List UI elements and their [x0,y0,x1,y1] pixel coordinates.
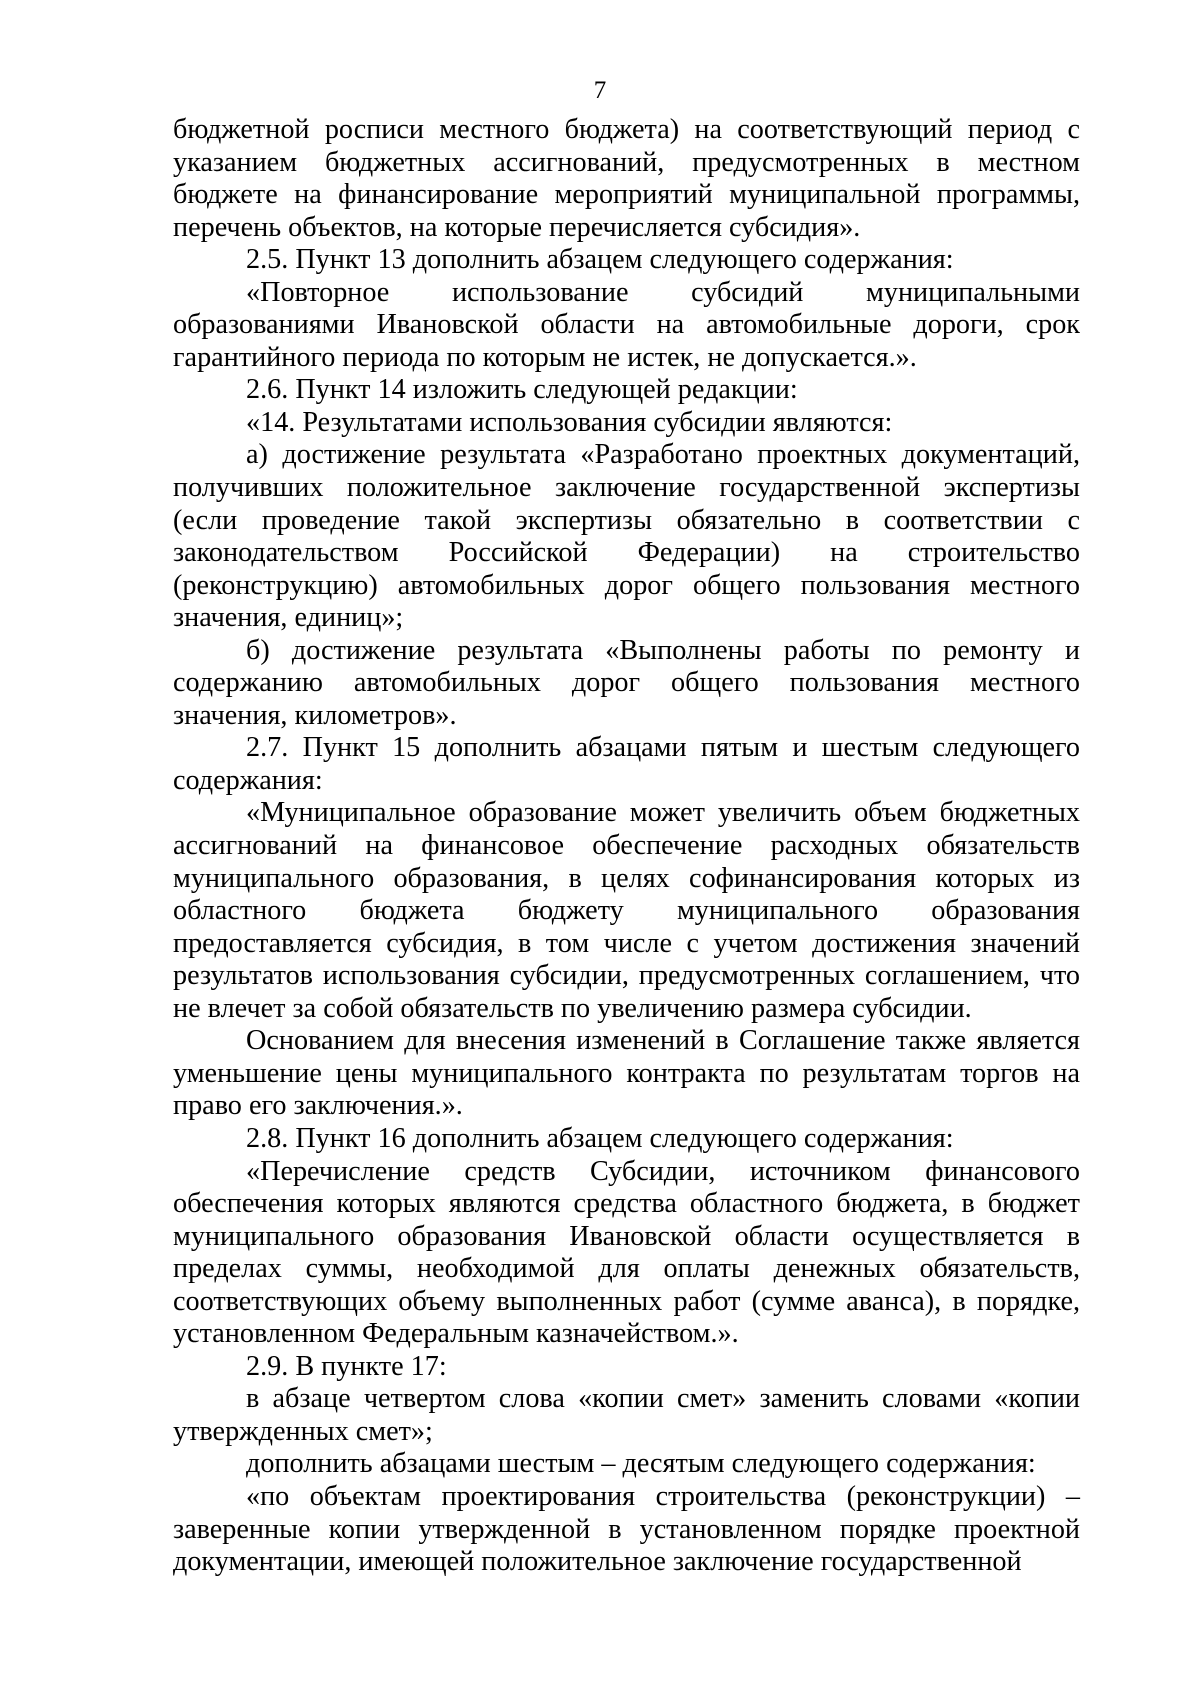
paragraph-subitem-a: а) достижение результата «Разработано проектных документаций, получивших положительное заключение государственной экспертизы (если проведение такой экспертизы обязательно в соответствии с законодательством Российской Федерации) на строительство (реконструкцию) автомобильных дорог общего пользования местного значения, единиц»; [173,439,1080,634]
paragraph-item-2-9: 2.9. В пункте 17: [246,1350,447,1382]
paragraph-quote-2-5: «Повторное использование субсидий муниципальными образованиями Ивановской области на автомобильные дороги, срок гарантийного периода по которым не истек, не допускается.». [173,276,1080,373]
paragraph-quote-14: «14. Результатами использования субсидии являются: [246,406,893,438]
paragraph-2-9-a: в абзаце четвертом слова «копии смет» заменить словами «копии утвержденных смет»; [173,1383,1080,1447]
paragraph-item-2-6: 2.6. Пункт 14 изложить следующей редакции: [246,374,798,406]
paragraph-2-9-b: дополнить абзацами шестым – десятым следующего содержания: [246,1448,1036,1480]
paragraph-quote-2-9: «по объектам проектирования строительства (реконструкции) – заверенные копии утвержденной в установленном порядке проектной документации, имеющей положительное заключение государственной [173,1480,1080,1578]
paragraph-quote-2-7-b: Основанием для внесения изменений в Соглашение также является уменьшение цены муниципального контракта по результатам торгов на право его заключения.». [173,1025,1080,1122]
document-body [173,114,1080,1579]
paragraph-item-2-8: 2.8. Пункт 16 дополнить абзацем следующего содержания: [246,1122,954,1154]
page-number: 7 [593,77,607,104]
paragraph-quote-2-7-a: «Муниципальное образование может увеличить объем бюджетных ассигнований на финансовое обеспечение расходных обязательств муниципального образования, в целях софинансирования которых из областного бюджета бюджету муниципального образования предоставляется субсидия, в том числе с учетом достижения значений результатов использования субсидии, предусмотренных соглашением, что не влечет за собой обязательств по увеличению размера субсидии. [173,797,1080,1024]
paragraph-quote-2-8: «Перечисление средств Субсидии, источником финансового обеспечения которых являются средства областного бюджета, в бюджет муниципального образования Ивановской области осуществляется в пределах суммы, необходимой для оплаты денежных обязательств, соответствующих объему выполненных работ (сумме аванса), в порядке, установленном Федеральным казначейством.». [173,1155,1080,1350]
paragraph-continuation: бюджетной росписи местного бюджета) на соответствующий период с указанием бюджетных ассигнований, предусмотренных в местном бюджете на финансирование мероприятий муниципальной программы, перечень объектов, на которые перечисляется субсидия». [173,114,1080,243]
paragraph-item-2-5: 2.5. Пункт 13 дополнить абзацем следующего содержания: [246,244,954,276]
paragraph-subitem-b: б) достижение результата «Выполнены работы по ремонту и содержанию автомобильных дорог общего пользования местного значения, километров». [173,634,1080,731]
paragraph-item-2-7: 2.7. Пункт 15 дополнить абзацами пятым и шестым следующего содержания: [173,732,1080,796]
